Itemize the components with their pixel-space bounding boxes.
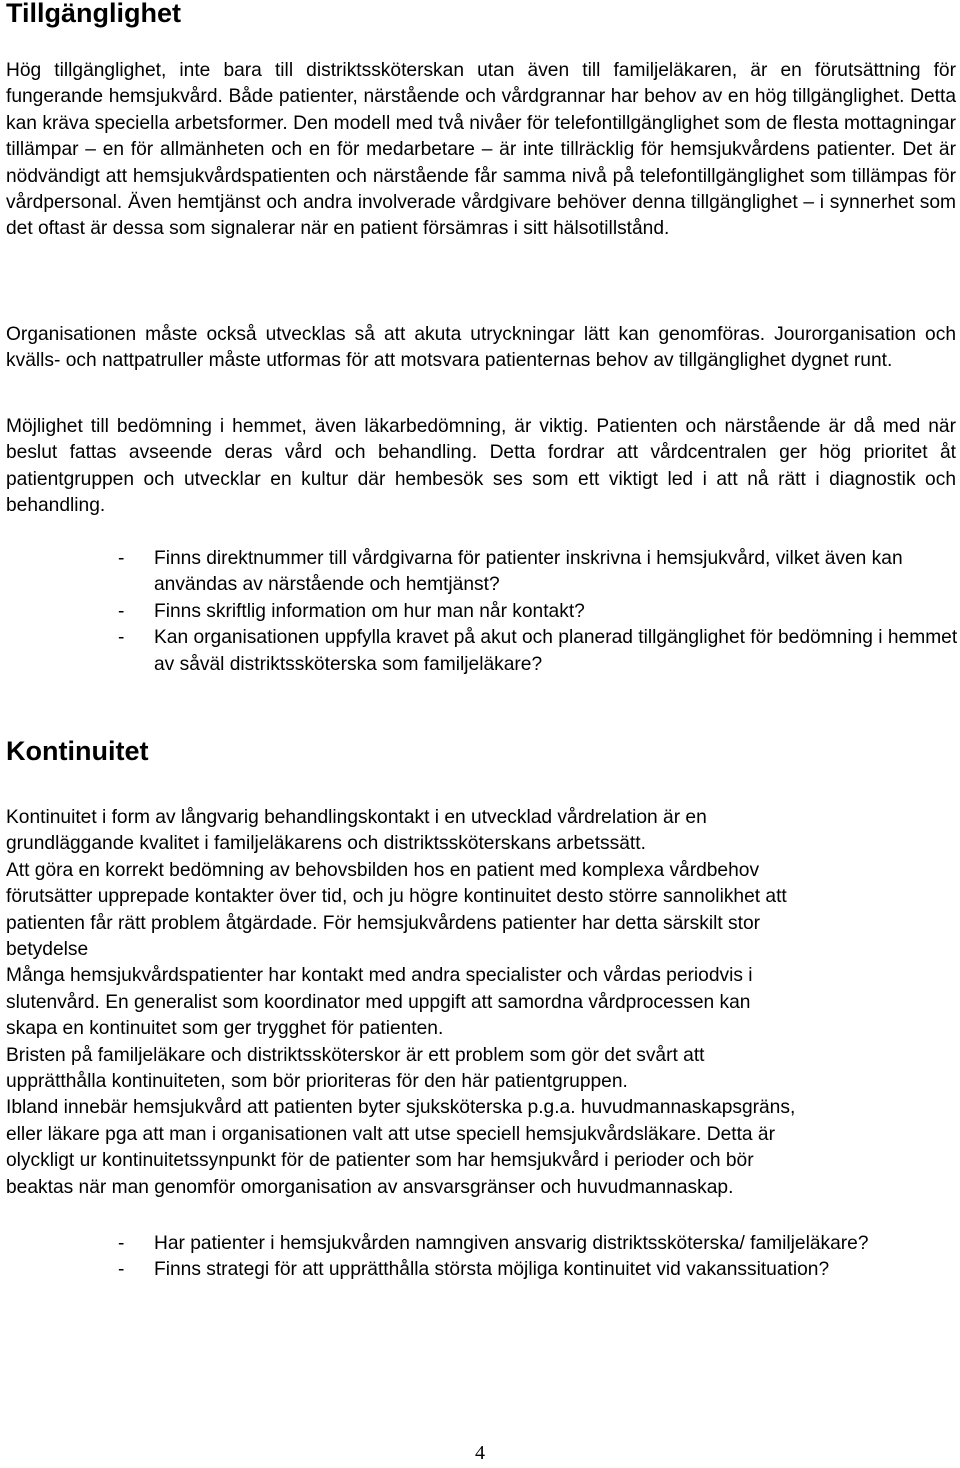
section-heading-kontinuitet: Kontinuitet bbox=[6, 736, 149, 766]
text-line: förutsätter upprepade kontakter över tid, och ju högre kontinuitet desto större sannolikhet att bbox=[6, 886, 787, 908]
text-line: beaktas när man genomför omorganisation av ansvarsgränser och huvudmannaskap. bbox=[6, 1176, 734, 1198]
text-line: Kontinuitet i form av långvarig behandlingskontakt i en utvecklad vårdrelation är en bbox=[6, 807, 707, 828]
list-item-text: Har patienter i hemsjukvården namngiven ansvarig distriktssköterska/ familjeläkare? bbox=[154, 1233, 869, 1254]
text-line: Ibland innebär hemsjukvård att patienten byter sjuksköterska p.g.a. huvudmannaskapsgräns, bbox=[6, 1097, 796, 1119]
bullet-dash: - bbox=[118, 627, 125, 649]
bullet-dash: - bbox=[118, 1259, 125, 1281]
paragraph-organisation: Organisationen måste också utvecklas så att akuta utryckningar lätt kan genomföras. Jourorganisation och kvälls- och nattpatruller måste utformas för att motsvara patienternas behov av tillgänglighet dygnet runt. bbox=[6, 324, 956, 372]
list-item bbox=[114, 1231, 960, 1257]
paragraph-continuity bbox=[6, 805, 956, 1201]
text-line: eller läkare pga att man i organisationen valt att utse speciell hemsjukvårdsläkare. Detta är bbox=[6, 1123, 775, 1145]
text-line: Många hemsjukvårdspatienter har kontakt med andra specialister och vårdas periodvis i bbox=[6, 965, 753, 987]
text-line: skapa en kontinuitet som ger trygghet för patienten. bbox=[6, 1018, 444, 1040]
text-line: grundläggande kvalitet i familjeläkarens och distriktssköterskans arbetssätt. bbox=[6, 833, 646, 855]
list-item bbox=[114, 599, 960, 625]
text-line: upprätthålla kontinuiteten, som bör prioriteras för den här patientgruppen. bbox=[6, 1071, 628, 1093]
list-item-text: Finns direktnummer till vårdgivarna för patienter inskrivna i hemsjukvård, vilket även kan användas av närstående och hemtjänst? bbox=[154, 548, 903, 596]
paragraph-accessibility-intro: Hög tillgänglighet, inte bara till distriktssköterskan utan även till familjeläkaren, är en förutsättning för fungerande hemsjukvård. Både patienter, närstående och vårdgrannar har behov av en hög tillgänglighet. Detta kan kräva speciella arbetsformer. Den modell med två nivåer för telefontillgänglighet som de flesta mottagningar tillämpar – en för allmänheten och en för medarbetare – är inte tillräcklig för hemsjukvårdens patienter. Det är nödvändigt att hemsjukvårdspatienten och närstående får samma nivå på telefontillgänglighet som tillämpas för vårdpersonal. Även hemtjänst och andra involverade vårdgivare behöver denna tillgänglighet – i synnerhet som det oftast är dessa som signalerar när en patient försämras i sitt hälsotillstånd. bbox=[6, 60, 956, 240]
text-line: Att göra en korrekt bedömning av behovsbilden hos en patient med komplexa vårdbehov bbox=[6, 859, 760, 881]
text-line: olyckligt ur kontinuitetssynpunkt för de patienter som har hemsjukvård i perioder och bör bbox=[6, 1150, 754, 1172]
page-number: 4 bbox=[475, 1442, 485, 1464]
paragraph-home-assessment: Möjlighet till bedömning i hemmet, även läkarbedömning, är viktig. Patienten och närstående är då med när beslut fattas avseende deras vård och behandling. Detta fordrar att vårdcentralen ger hög prioritet åt patientgruppen och utvecklar en kultur där hembesök ses som ett viktigt led i att nå rätt i diagnostik och behandling. bbox=[6, 416, 956, 517]
question-list-continuity bbox=[114, 1231, 960, 1284]
list-item-text: Kan organisationen uppfylla kravet på akut och planerad tillgänglighet för bedömning i hemmet av såväl distriktssköterska som familjeläkare? bbox=[154, 627, 958, 675]
list-item-text: Finns skriftlig information om hur man når kontakt? bbox=[154, 600, 585, 622]
bullet-dash: - bbox=[118, 548, 125, 569]
section-heading-tillganglighet: Tillgänglighet bbox=[6, 0, 181, 28]
text-line: slutenvård. En generalist som koordinator med uppgift att samordna vårdprocessen kan bbox=[6, 991, 751, 1013]
text-line: betydelse bbox=[6, 939, 89, 961]
text-line: patienten får rätt problem åtgärdade. För hemsjukvårdens patienter har detta särskilt stor bbox=[6, 912, 761, 934]
question-list-accessibility bbox=[114, 546, 960, 678]
list-item bbox=[114, 546, 960, 599]
list-item-text: Finns strategi för att upprätthålla största möjliga kontinuitet vid vakanssituation? bbox=[154, 1259, 830, 1281]
list-item bbox=[114, 1257, 960, 1283]
bullet-dash: - bbox=[118, 1233, 125, 1254]
text-line: Bristen på familjeläkare och distriktssköterskor är ett problem som gör det svårt att bbox=[6, 1044, 705, 1066]
bullet-dash: - bbox=[118, 600, 125, 622]
list-item bbox=[114, 625, 960, 678]
